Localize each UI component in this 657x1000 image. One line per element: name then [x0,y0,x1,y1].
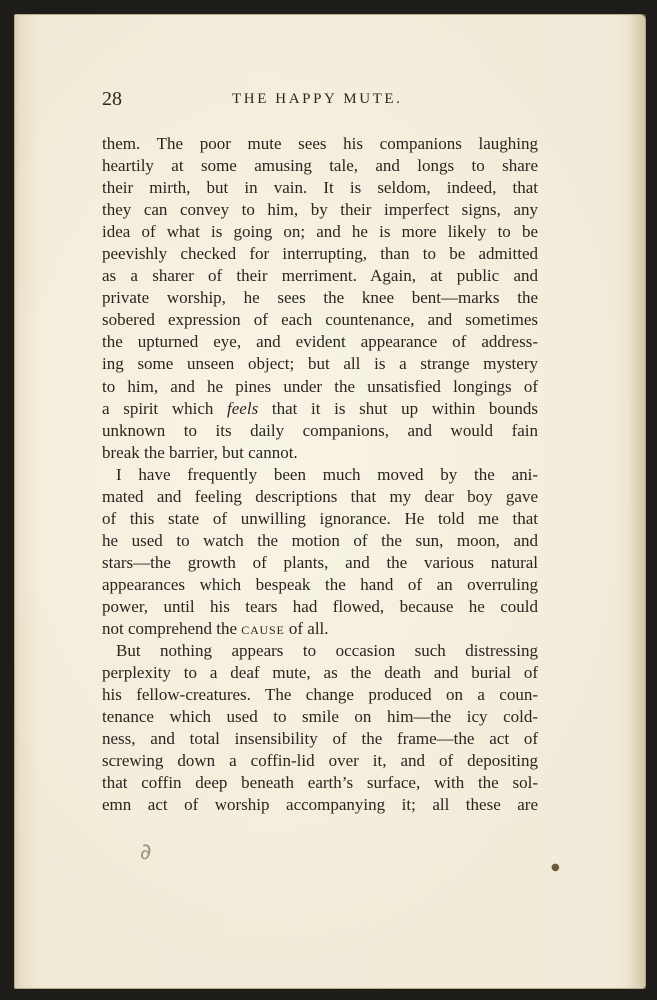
text-fragment: a spirit which [102,398,214,418]
text-line: them. The poor mute sees his companions laughing [102,134,538,153]
text-line: mated and feeling descriptions that my dear boy gave [102,486,538,506]
text-line: sobered expression of each countenance, and sometimes [102,310,538,330]
text-line: to him, and he pines under the unsatisfied longings of [102,376,538,396]
text-line: private worship, he sees the knee bent—marks the [102,288,538,308]
text-line: perplexity to a deaf mute, as the death and burial of [102,663,538,683]
page-header [102,88,548,118]
text-line: peevishly checked for interrupting, than to be admitted [102,244,538,264]
text-line: break the barrier, but cannot. [102,442,298,462]
text-line: as a sharer of their merriment. Again, at public and [102,266,538,286]
text-line: their mirth, but in vain. It is seldom, indeed, that [102,178,538,198]
text-line: emn act of worship accompanying it; all these are [102,795,538,815]
text-line: of this state of unwilling ignorance. He told me that [102,508,538,528]
text-line-small-caps [102,618,538,640]
text-line: ness, and total insensibility of the frame—the act of [102,729,538,749]
text-line: power, until his tears had flowed, because he could [102,596,538,616]
page-number: 28 [102,88,122,110]
text-line: that coffin deep beneath earth’s surface, with the sol- [102,773,538,793]
page-edge-shadow [628,14,646,989]
text-line: idea of what is going on; and he is more likely to be [102,222,538,242]
text-line: But nothing appears to occasion such distressing [116,641,538,661]
text-line: stars—the growth of plants, and the various natural [102,552,538,572]
text-line-italic [102,398,538,420]
text-line: the upturned eye, and evident appearance of address- [102,332,538,352]
text-fragment: not comprehend the [102,619,238,639]
text-line: appearances which bespeak the hand of an overruling [102,574,538,594]
text-line: tenance which used to smile on him—the icy cold- [102,707,538,727]
italic-word: feels [227,398,259,418]
pencil-mark: ∂ [140,840,152,865]
body-text [102,133,538,816]
running-title: THE HAPPY MUTE. [232,91,403,107]
small-caps-word: cause [241,619,285,639]
text-line: unknown to its daily companions, and would fain [102,420,538,440]
text-line: he used to watch the motion of the sun, moon, and [102,530,538,550]
text-line: his fellow-creatures. The change produced on a coun- [102,685,538,705]
text-line: heartily at some amusing tale, and longs to share [102,156,538,176]
text-line: screwing down a coffin-lid over it, and of depositing [102,751,538,771]
text-fragment: that it is shut up within bounds [271,398,539,418]
ink-speck: ● [551,862,560,873]
text-line: they can convey to him, by their imperfect signs, any [102,200,538,220]
text-line: I have frequently been much moved by the ani- [116,464,538,484]
text-line: ing some unseen object; but all is a strange mystery [102,354,538,374]
text-fragment: of all. [288,619,329,639]
